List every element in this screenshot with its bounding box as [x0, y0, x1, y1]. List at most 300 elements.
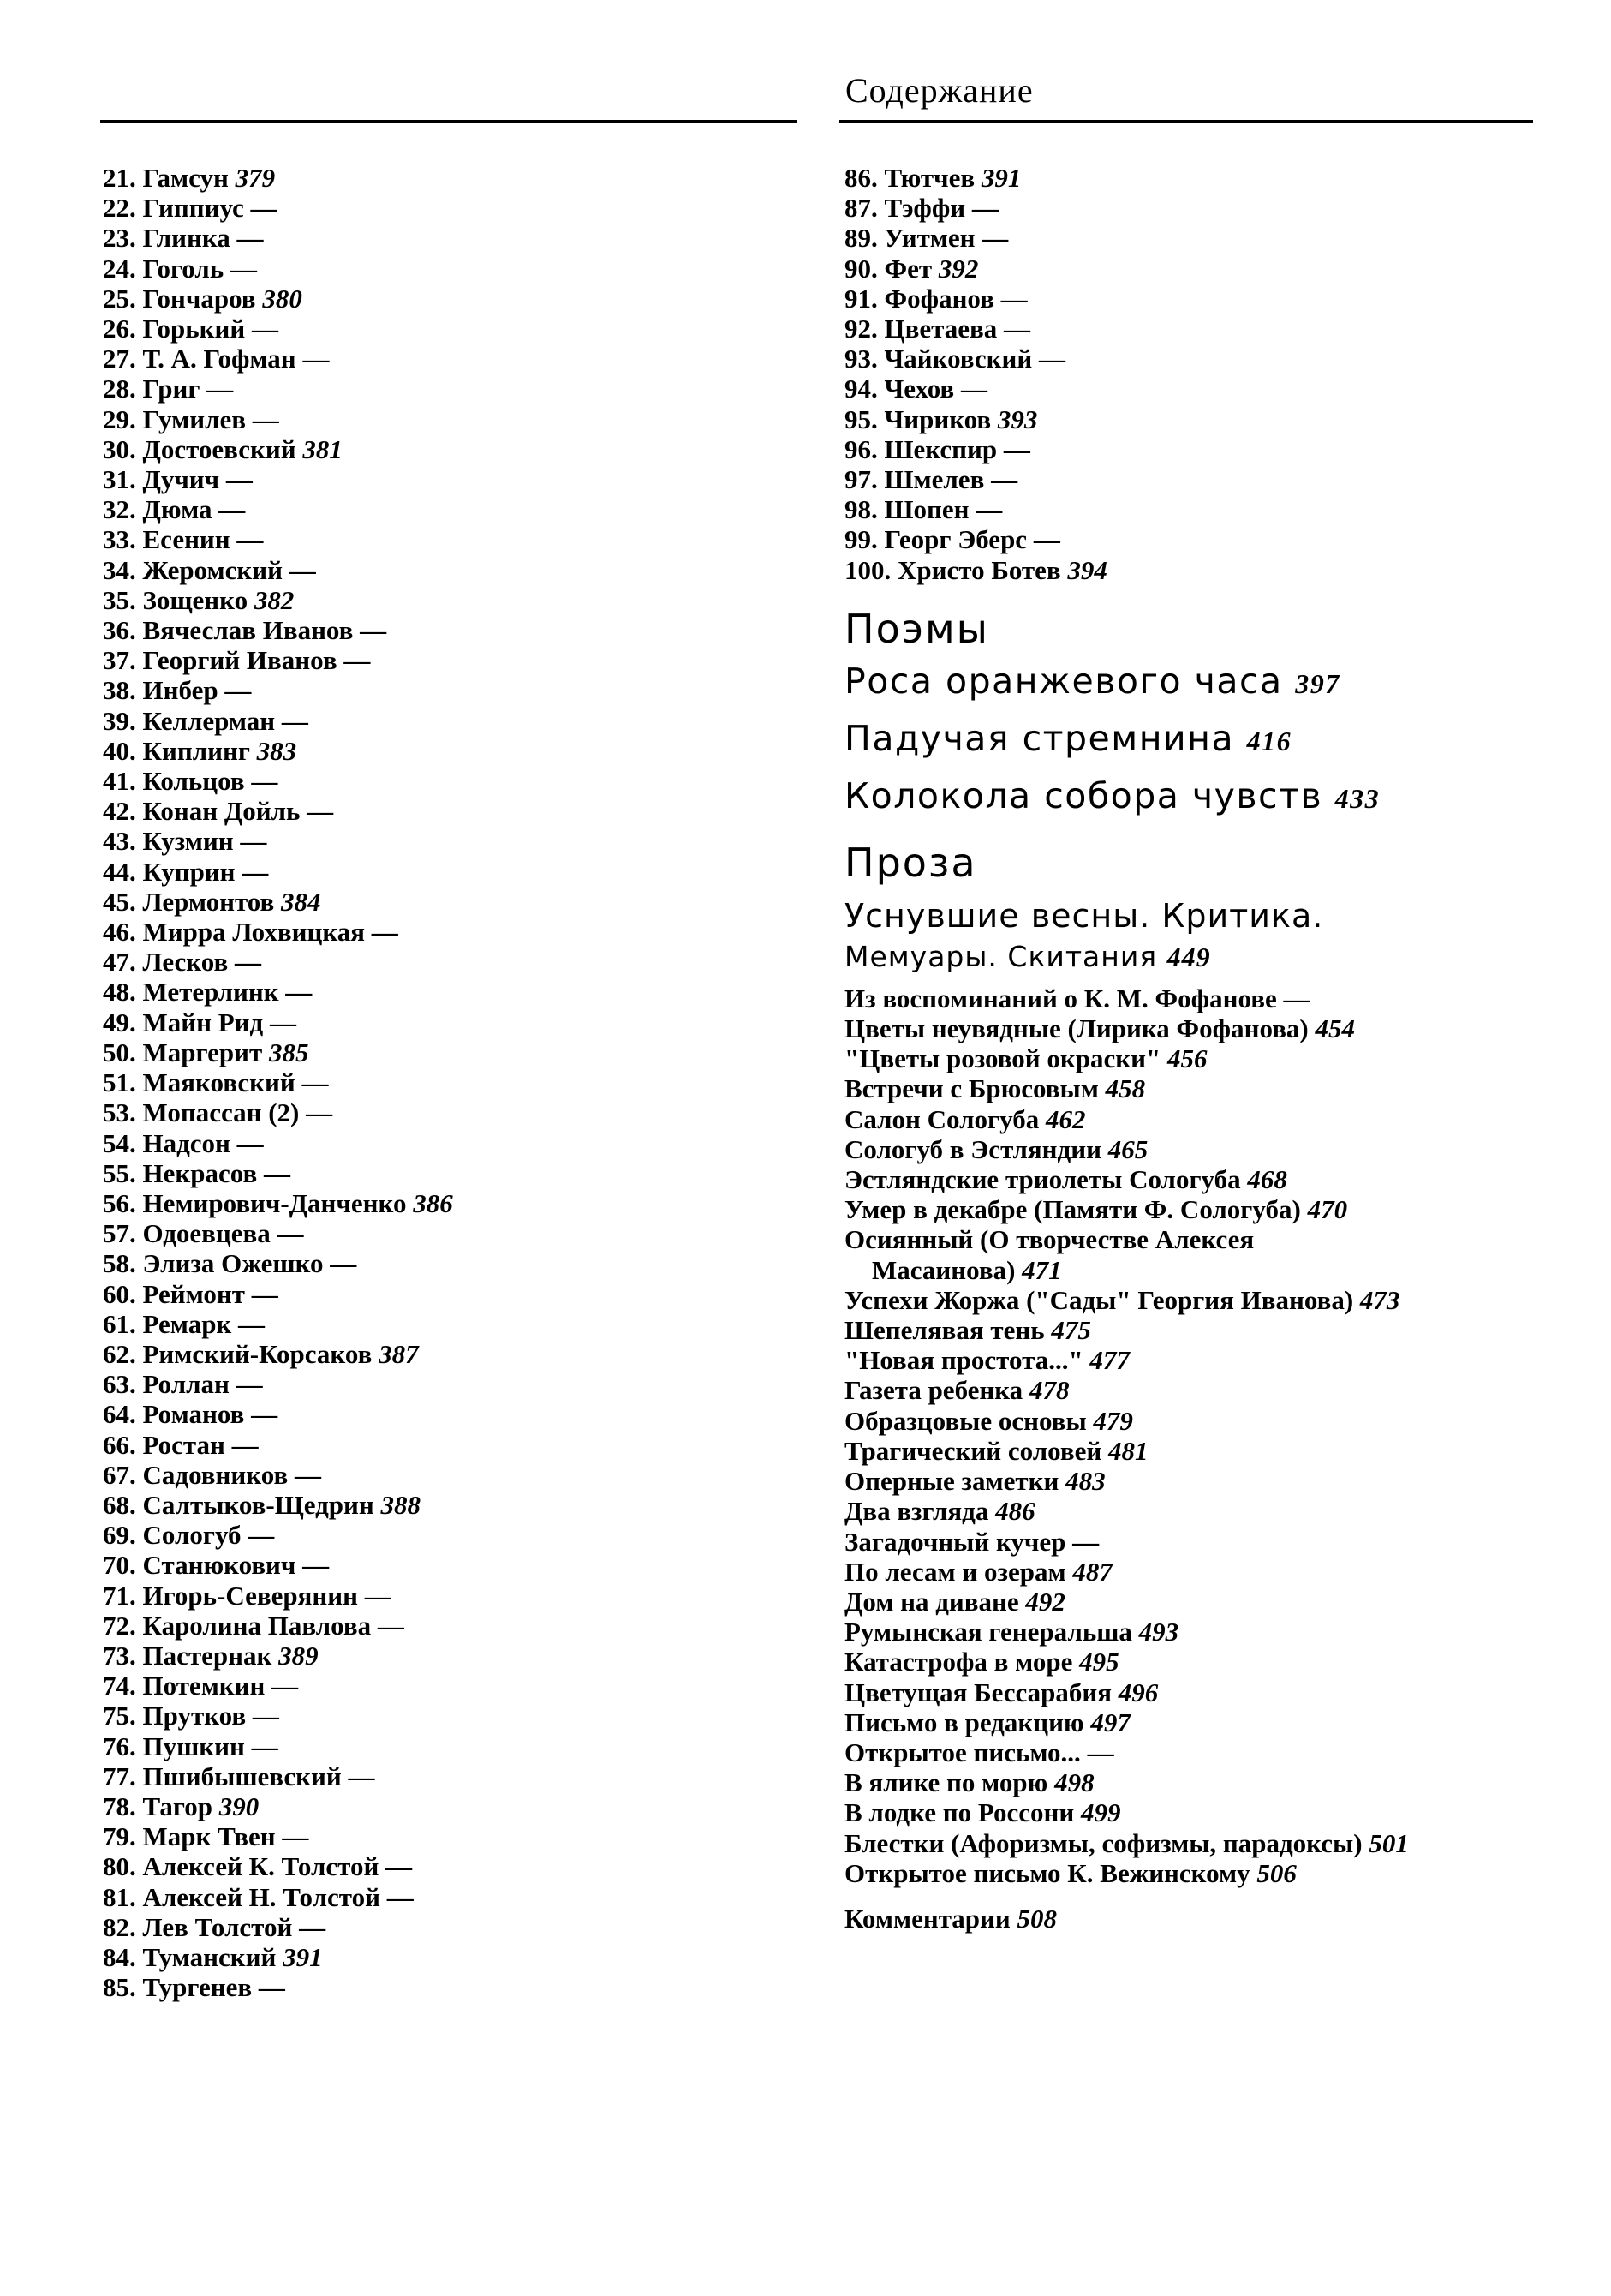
toc-entry: [844, 1707, 1530, 1737]
entry-title: Романов: [142, 1399, 245, 1430]
entry-page: 475: [1051, 1315, 1091, 1346]
entry-number: 40.: [103, 735, 136, 766]
toc-entry: [103, 284, 805, 314]
toc-entry: [844, 984, 1530, 1013]
entry-number: 73.: [103, 1640, 136, 1671]
toc-right-list: [844, 163, 1530, 585]
entry-number: 68.: [103, 1489, 136, 1520]
entry-page: 501: [1369, 1827, 1409, 1858]
entry-number: 38.: [103, 675, 136, 706]
entry-page: 473: [1359, 1284, 1400, 1315]
entry-title: Тютчев: [884, 163, 976, 193]
entry-number: 44.: [103, 856, 136, 887]
entry-title: Пушкин: [142, 1731, 245, 1761]
entry-page: —: [248, 1520, 275, 1551]
entry-title: Шмелев: [884, 464, 985, 495]
toc-entry: [844, 1436, 1530, 1466]
entry-title: Фет: [884, 253, 933, 284]
entry-number: 34.: [103, 554, 136, 585]
toc-entry: [844, 1134, 1530, 1164]
toc-entry: [103, 1611, 805, 1641]
entry-page: 391: [981, 163, 1022, 193]
entry-title: Георгий Иванов: [142, 645, 337, 676]
entry-number: 57.: [103, 1218, 136, 1249]
toc-entry: [844, 1677, 1530, 1707]
toc-entry: [103, 826, 805, 856]
entry-page: —: [271, 1671, 299, 1701]
entry-page: 483: [1065, 1466, 1106, 1497]
entry-page: 497: [1090, 1707, 1131, 1737]
entry-title: Уитмен: [884, 223, 976, 254]
toc-entry: [103, 1550, 805, 1580]
toc-entry: [844, 284, 1530, 314]
toc-entry: [844, 1557, 1530, 1587]
entry-title: Ростан: [142, 1429, 225, 1460]
entry-page: —: [236, 1369, 263, 1400]
entry-title: Потемкин: [142, 1671, 266, 1701]
entry-page: —: [991, 464, 1018, 495]
entry-page: 454: [1315, 1013, 1356, 1044]
entry-number: 25.: [103, 283, 136, 314]
entry-title: Христо Ботев: [898, 554, 1061, 585]
entry-title: Каролина Павлова: [142, 1610, 372, 1641]
toc-entry: [844, 404, 1530, 434]
toc-entry: [844, 163, 1530, 193]
entry-title: Трагический соловей: [844, 1435, 1102, 1466]
toc-entry: [844, 1345, 1530, 1375]
entry-title: Инбер: [142, 675, 218, 706]
commentary-page: 508: [1017, 1903, 1058, 1934]
entry-page: 458: [1105, 1073, 1146, 1104]
entry-number: 41.: [103, 766, 136, 797]
entry-page: —: [236, 524, 264, 555]
entry-title: Тэффи: [884, 193, 966, 224]
toc-entry: [103, 917, 805, 947]
prose-heading: Проза: [844, 839, 977, 886]
entry-page: 495: [1079, 1647, 1119, 1677]
entry-page: 462: [1045, 1103, 1086, 1134]
entry-number: 37.: [103, 645, 136, 676]
entry-title: Газета ребенка: [844, 1375, 1023, 1406]
entry-title: По лесам и озерам: [844, 1556, 1066, 1587]
entry-page: 465: [1107, 1133, 1149, 1164]
entry-title: Умер в декабре (Памяти Ф. Сологуба): [844, 1194, 1301, 1225]
toc-entry: [103, 1701, 805, 1731]
entry-number: 84.: [103, 1941, 136, 1972]
entry-page: —: [386, 1881, 414, 1912]
entry-page: —: [348, 1761, 375, 1791]
entry-number: 98.: [844, 494, 878, 525]
entry-title: В лодке по Россони: [844, 1797, 1075, 1828]
entry-number: 92.: [844, 314, 878, 344]
entry-page: —: [252, 404, 279, 434]
entry-title: Гончаров: [142, 283, 256, 314]
entry-page: —: [1003, 433, 1030, 464]
entry-title: Марк Твен: [142, 1821, 276, 1852]
toc-entry: [103, 1430, 805, 1460]
entry-title: Прутков: [142, 1701, 247, 1731]
entry-page: —: [976, 494, 1003, 525]
entry-page: —: [1283, 983, 1310, 1013]
entry-page: —: [277, 1218, 304, 1249]
entry-number: 72.: [103, 1610, 136, 1641]
entry-page: —: [306, 1097, 333, 1128]
toc-entry: [844, 464, 1530, 494]
entry-title: Оперные заметки: [844, 1466, 1059, 1497]
entry-number: 49.: [103, 1007, 136, 1037]
entry-title: Роллан: [142, 1369, 230, 1400]
toc-entry: [844, 768, 1530, 826]
entry-page: 478: [1029, 1375, 1070, 1406]
toc-entry: [844, 1797, 1530, 1827]
entry-number: 31.: [103, 464, 136, 495]
toc-entry: [103, 1581, 805, 1611]
entry-number: 80.: [103, 1851, 136, 1882]
toc-entry: [103, 494, 805, 524]
toc-entry: [103, 1128, 805, 1158]
entry-page: 383: [256, 735, 297, 766]
entry-page: —: [982, 223, 1009, 254]
entry-number: 27.: [103, 344, 136, 374]
entry-page: 481: [1107, 1435, 1149, 1466]
toc-entry: [844, 254, 1530, 284]
entry-number: 93.: [844, 344, 878, 374]
toc-entry: [844, 344, 1530, 374]
toc-entry: [844, 1828, 1530, 1858]
entry-number: 53.: [103, 1097, 136, 1128]
entry-page: —: [225, 464, 253, 495]
entry-number: 63.: [103, 1369, 136, 1400]
entry-title: Загадочный кучер: [844, 1526, 1066, 1557]
entry-page: —: [252, 1701, 279, 1731]
entry-title: Зощенко: [142, 584, 248, 615]
entry-number: 46.: [103, 917, 136, 948]
entry-number: 67.: [103, 1459, 136, 1490]
entry-number: 66.: [103, 1429, 136, 1460]
entry-page: 492: [1025, 1586, 1065, 1617]
entry-page: —: [971, 193, 999, 224]
entry-page: 486: [995, 1496, 1035, 1527]
toc-entry: [103, 1339, 805, 1369]
toc-entry: [103, 254, 805, 284]
entry-title: Встречи с Брюсовым: [844, 1073, 1099, 1104]
toc-entry: [103, 1218, 805, 1248]
entry-number: 90.: [844, 253, 878, 284]
entry-page: 433: [1334, 782, 1381, 814]
prose-book-page: 449: [1166, 941, 1211, 972]
commentary-title: Комментарии: [844, 1903, 1011, 1934]
entry-number: 79.: [103, 1821, 136, 1852]
entry-page: 388: [380, 1489, 421, 1520]
entry-number: 26.: [103, 314, 136, 344]
entry-page: 496: [1118, 1677, 1159, 1707]
entry-page: 416: [1246, 725, 1292, 756]
toc-entry: [103, 1037, 805, 1067]
entry-number: 64.: [103, 1399, 136, 1430]
toc-entry: [103, 1912, 805, 1942]
entry-page: —: [238, 1308, 266, 1339]
toc-entry: [103, 1731, 805, 1761]
entry-page: —: [301, 1067, 329, 1098]
entry-page: 471: [1022, 1254, 1062, 1285]
entry-page: —: [218, 494, 246, 525]
toc-entry: [103, 524, 805, 554]
commentary-entry: [844, 1904, 1530, 1934]
entry-title: Маяковский: [142, 1067, 295, 1098]
entry-number: 51.: [103, 1067, 136, 1098]
entry-number: 45.: [103, 886, 136, 917]
entry-page: 397: [1295, 667, 1340, 699]
entry-number: 61.: [103, 1308, 136, 1339]
entry-title: Гамсун: [142, 163, 229, 193]
entry-title: Мирра Лохвицкая: [142, 917, 366, 948]
entry-page: 468: [1247, 1164, 1287, 1195]
entry-page: —: [1003, 314, 1030, 344]
toc-entry: [103, 1671, 805, 1701]
entry-title: Дучич: [142, 464, 220, 495]
entry-title: Ремарк: [142, 1308, 232, 1339]
toc-entry: [844, 223, 1530, 253]
entry-title: Шекспир: [884, 433, 998, 464]
entry-title: Гумилев: [142, 404, 247, 434]
entry-number: 35.: [103, 584, 136, 615]
entry-title: Цветущая Бессарабия: [844, 1677, 1113, 1707]
entry-number: 39.: [103, 705, 136, 736]
entry-number: 30.: [103, 433, 136, 464]
entry-number: 28.: [103, 374, 136, 404]
toc-entry: [844, 1043, 1530, 1073]
entry-title: Из воспоминаний о К. М. Фофанове: [844, 983, 1277, 1013]
toc-entry: [844, 1073, 1530, 1103]
toc-entry: [844, 1194, 1530, 1224]
entry-title: Чайковский: [884, 344, 1033, 374]
header-rule-left: [100, 120, 797, 123]
entry-title: Кузмин: [142, 826, 234, 857]
toc-left-column: [103, 163, 805, 2002]
toc-entry: [103, 434, 805, 464]
entry-title: Одоевцева: [142, 1218, 271, 1249]
entry-page: —: [263, 1157, 290, 1188]
entry-page: 382: [254, 584, 295, 615]
entry-title: В ялике по морю: [844, 1767, 1048, 1798]
entry-title: Сологуб в Эстляндии: [844, 1133, 1101, 1164]
entry-number: 87.: [844, 193, 878, 224]
entry-page: —: [377, 1610, 404, 1641]
entry-number: 50.: [103, 1037, 136, 1067]
toc-entry: [103, 163, 805, 193]
toc-entry: [103, 314, 805, 344]
entry-page: —: [251, 1399, 278, 1430]
toc-entry: [103, 706, 805, 736]
toc-entry: [844, 711, 1530, 768]
entry-number: 22.: [103, 193, 136, 224]
entry-page: —: [251, 1731, 278, 1761]
toc-entry: [844, 314, 1530, 344]
entry-page: —: [258, 1972, 285, 2003]
toc-entry: [844, 1527, 1530, 1557]
entry-title: Некрасов: [142, 1157, 258, 1188]
entry-title: Блестки (Афоризмы, софизмы, парадоксы): [844, 1827, 1363, 1858]
entry-title: Чехов: [884, 374, 955, 404]
entry-page: —: [294, 1459, 321, 1490]
toc-entry: [844, 1285, 1530, 1315]
entry-title: Горький: [142, 314, 246, 344]
entry-title: Открытое письмо...: [844, 1737, 1081, 1767]
entry-number: 99.: [844, 524, 878, 555]
toc-entry: [844, 1104, 1530, 1134]
entry-title: Роса оранжевого часа: [844, 660, 1283, 702]
toc-entry: [103, 1882, 805, 1912]
entry-number: 23.: [103, 223, 136, 254]
toc-entry: [103, 585, 805, 615]
entry-page: —: [289, 554, 316, 585]
entry-title: Пастернак: [142, 1640, 272, 1671]
entry-number: 71.: [103, 1580, 136, 1611]
entry-title: Цветы неувядные (Лирика Фофанова): [844, 1013, 1309, 1044]
entry-number: 60.: [103, 1278, 136, 1309]
entry-title: Мопассан (2): [142, 1097, 300, 1128]
entry-page: —: [242, 856, 269, 887]
toc-entry: [844, 555, 1530, 585]
prose-book-title-line1: Уснувшие весны. Критика.: [844, 896, 1324, 935]
entry-title: Т. А. Гофман: [142, 344, 296, 374]
entry-title: Образцовые основы: [844, 1405, 1087, 1436]
entry-page: —: [240, 826, 267, 857]
entry-title: Письмо в редакцию: [844, 1707, 1084, 1737]
entry-page: —: [231, 1429, 259, 1460]
entry-page: —: [330, 1248, 357, 1279]
entry-title: Григ: [142, 374, 200, 404]
toc-entry: [103, 1369, 805, 1399]
toc-entry: [103, 1309, 805, 1339]
entry-number: 48.: [103, 977, 136, 1007]
entry-number: 86.: [844, 163, 878, 193]
toc-entry: [844, 1406, 1530, 1436]
toc-entry: [844, 1466, 1530, 1496]
toc-entry: [103, 193, 805, 223]
entry-title: Римский-Корсаков: [142, 1338, 373, 1369]
header-rule-right: [839, 120, 1533, 123]
toc-entry: [103, 1761, 805, 1791]
entry-number: 43.: [103, 826, 136, 857]
prose-book-title-line2: [844, 937, 1530, 977]
entry-page: 479: [1093, 1405, 1133, 1436]
toc-entry: [103, 1188, 805, 1218]
toc-entry: [844, 1255, 1530, 1285]
entry-number: 82.: [103, 1911, 136, 1942]
entry-title: Пшибышевский: [142, 1761, 342, 1791]
entry-number: 75.: [103, 1701, 136, 1731]
entry-page: —: [1000, 283, 1028, 314]
entry-title: Достоевский: [142, 433, 296, 464]
toc-entry: [844, 654, 1530, 711]
entry-title: Конан Дойль: [142, 796, 301, 827]
entry-page: —: [960, 374, 987, 404]
entry-page: 389: [278, 1640, 319, 1671]
toc-entry: [103, 404, 805, 434]
entry-page: —: [1072, 1526, 1100, 1557]
entry-title: Сологуб: [142, 1520, 242, 1551]
entry-title: Вячеслав Иванов: [142, 615, 354, 646]
entry-page: —: [224, 675, 252, 706]
toc-entry: [844, 1164, 1530, 1194]
entry-number: 91.: [844, 283, 878, 314]
entry-page: —: [269, 1007, 296, 1037]
entry-number: 29.: [103, 404, 136, 434]
entry-title: Шопен: [884, 494, 970, 525]
toc-entry: [844, 193, 1530, 223]
entry-title: Тургенев: [142, 1972, 253, 2003]
toc-entry: [103, 675, 805, 705]
entry-number: 36.: [103, 615, 136, 646]
entry-page: —: [1033, 524, 1060, 555]
entry-number: 69.: [103, 1520, 136, 1551]
entry-title: Лесков: [142, 947, 229, 978]
entry-number: 85.: [103, 1972, 136, 2003]
entry-title: Георг Эберс: [884, 524, 1028, 555]
toc-entry: [103, 977, 805, 1007]
entry-number: 24.: [103, 253, 136, 284]
entry-page: 393: [997, 404, 1038, 434]
entry-number: 94.: [844, 374, 878, 404]
entry-page: —: [251, 1278, 278, 1309]
entry-page: 379: [235, 163, 276, 193]
entry-title: Киплинг: [142, 735, 250, 766]
toc-entry: [103, 1791, 805, 1821]
entry-title: Румынская генеральша: [844, 1617, 1132, 1647]
entry-title: Лев Толстой: [142, 1911, 293, 1942]
prose-book-title-text: Мемуары. Скитания: [844, 939, 1158, 973]
entry-page: —: [299, 1911, 326, 1942]
entry-page: —: [302, 1550, 330, 1581]
entry-title: Есенин: [142, 524, 230, 555]
entry-title: Два взгляда: [844, 1496, 989, 1527]
entry-number: 77.: [103, 1761, 136, 1791]
entry-page: 381: [302, 433, 343, 464]
toc-entry: [103, 344, 805, 374]
entry-title: Маргерит: [142, 1037, 263, 1067]
toc-entry: [844, 1375, 1530, 1405]
poems-list: [844, 654, 1530, 826]
entry-page: —: [1087, 1737, 1114, 1767]
entry-number: 33.: [103, 524, 136, 555]
toc-entry: [103, 615, 805, 645]
entry-title: Куприн: [142, 856, 236, 887]
toc-entry: [103, 464, 805, 494]
entry-page: —: [234, 947, 261, 978]
entry-title: Падучая стремнина: [844, 717, 1235, 759]
entry-title: Лермонтов: [142, 886, 275, 917]
entry-title: Чириков: [884, 404, 992, 434]
entry-page: 386: [413, 1187, 453, 1218]
entry-title: Игорь-Северянин: [142, 1580, 358, 1611]
entry-page: 456: [1166, 1043, 1208, 1074]
entry-title: Салтыков-Щедрин: [142, 1489, 374, 1520]
toc-entry: [844, 434, 1530, 464]
entry-title: Дом на диване: [844, 1586, 1019, 1617]
toc-entry: [103, 1972, 805, 2002]
entry-page: —: [364, 1580, 391, 1611]
entry-number: 55.: [103, 1157, 136, 1188]
toc-right-column: [844, 163, 1530, 1934]
toc-entry: [103, 1399, 805, 1429]
toc-entry: [103, 1248, 805, 1278]
entry-number: 70.: [103, 1550, 136, 1581]
entry-title: Дюма: [142, 494, 212, 525]
entry-title: Элиза Ожешко: [142, 1248, 324, 1279]
entry-title: Садовников: [142, 1459, 289, 1490]
entry-number: 100.: [844, 554, 892, 585]
